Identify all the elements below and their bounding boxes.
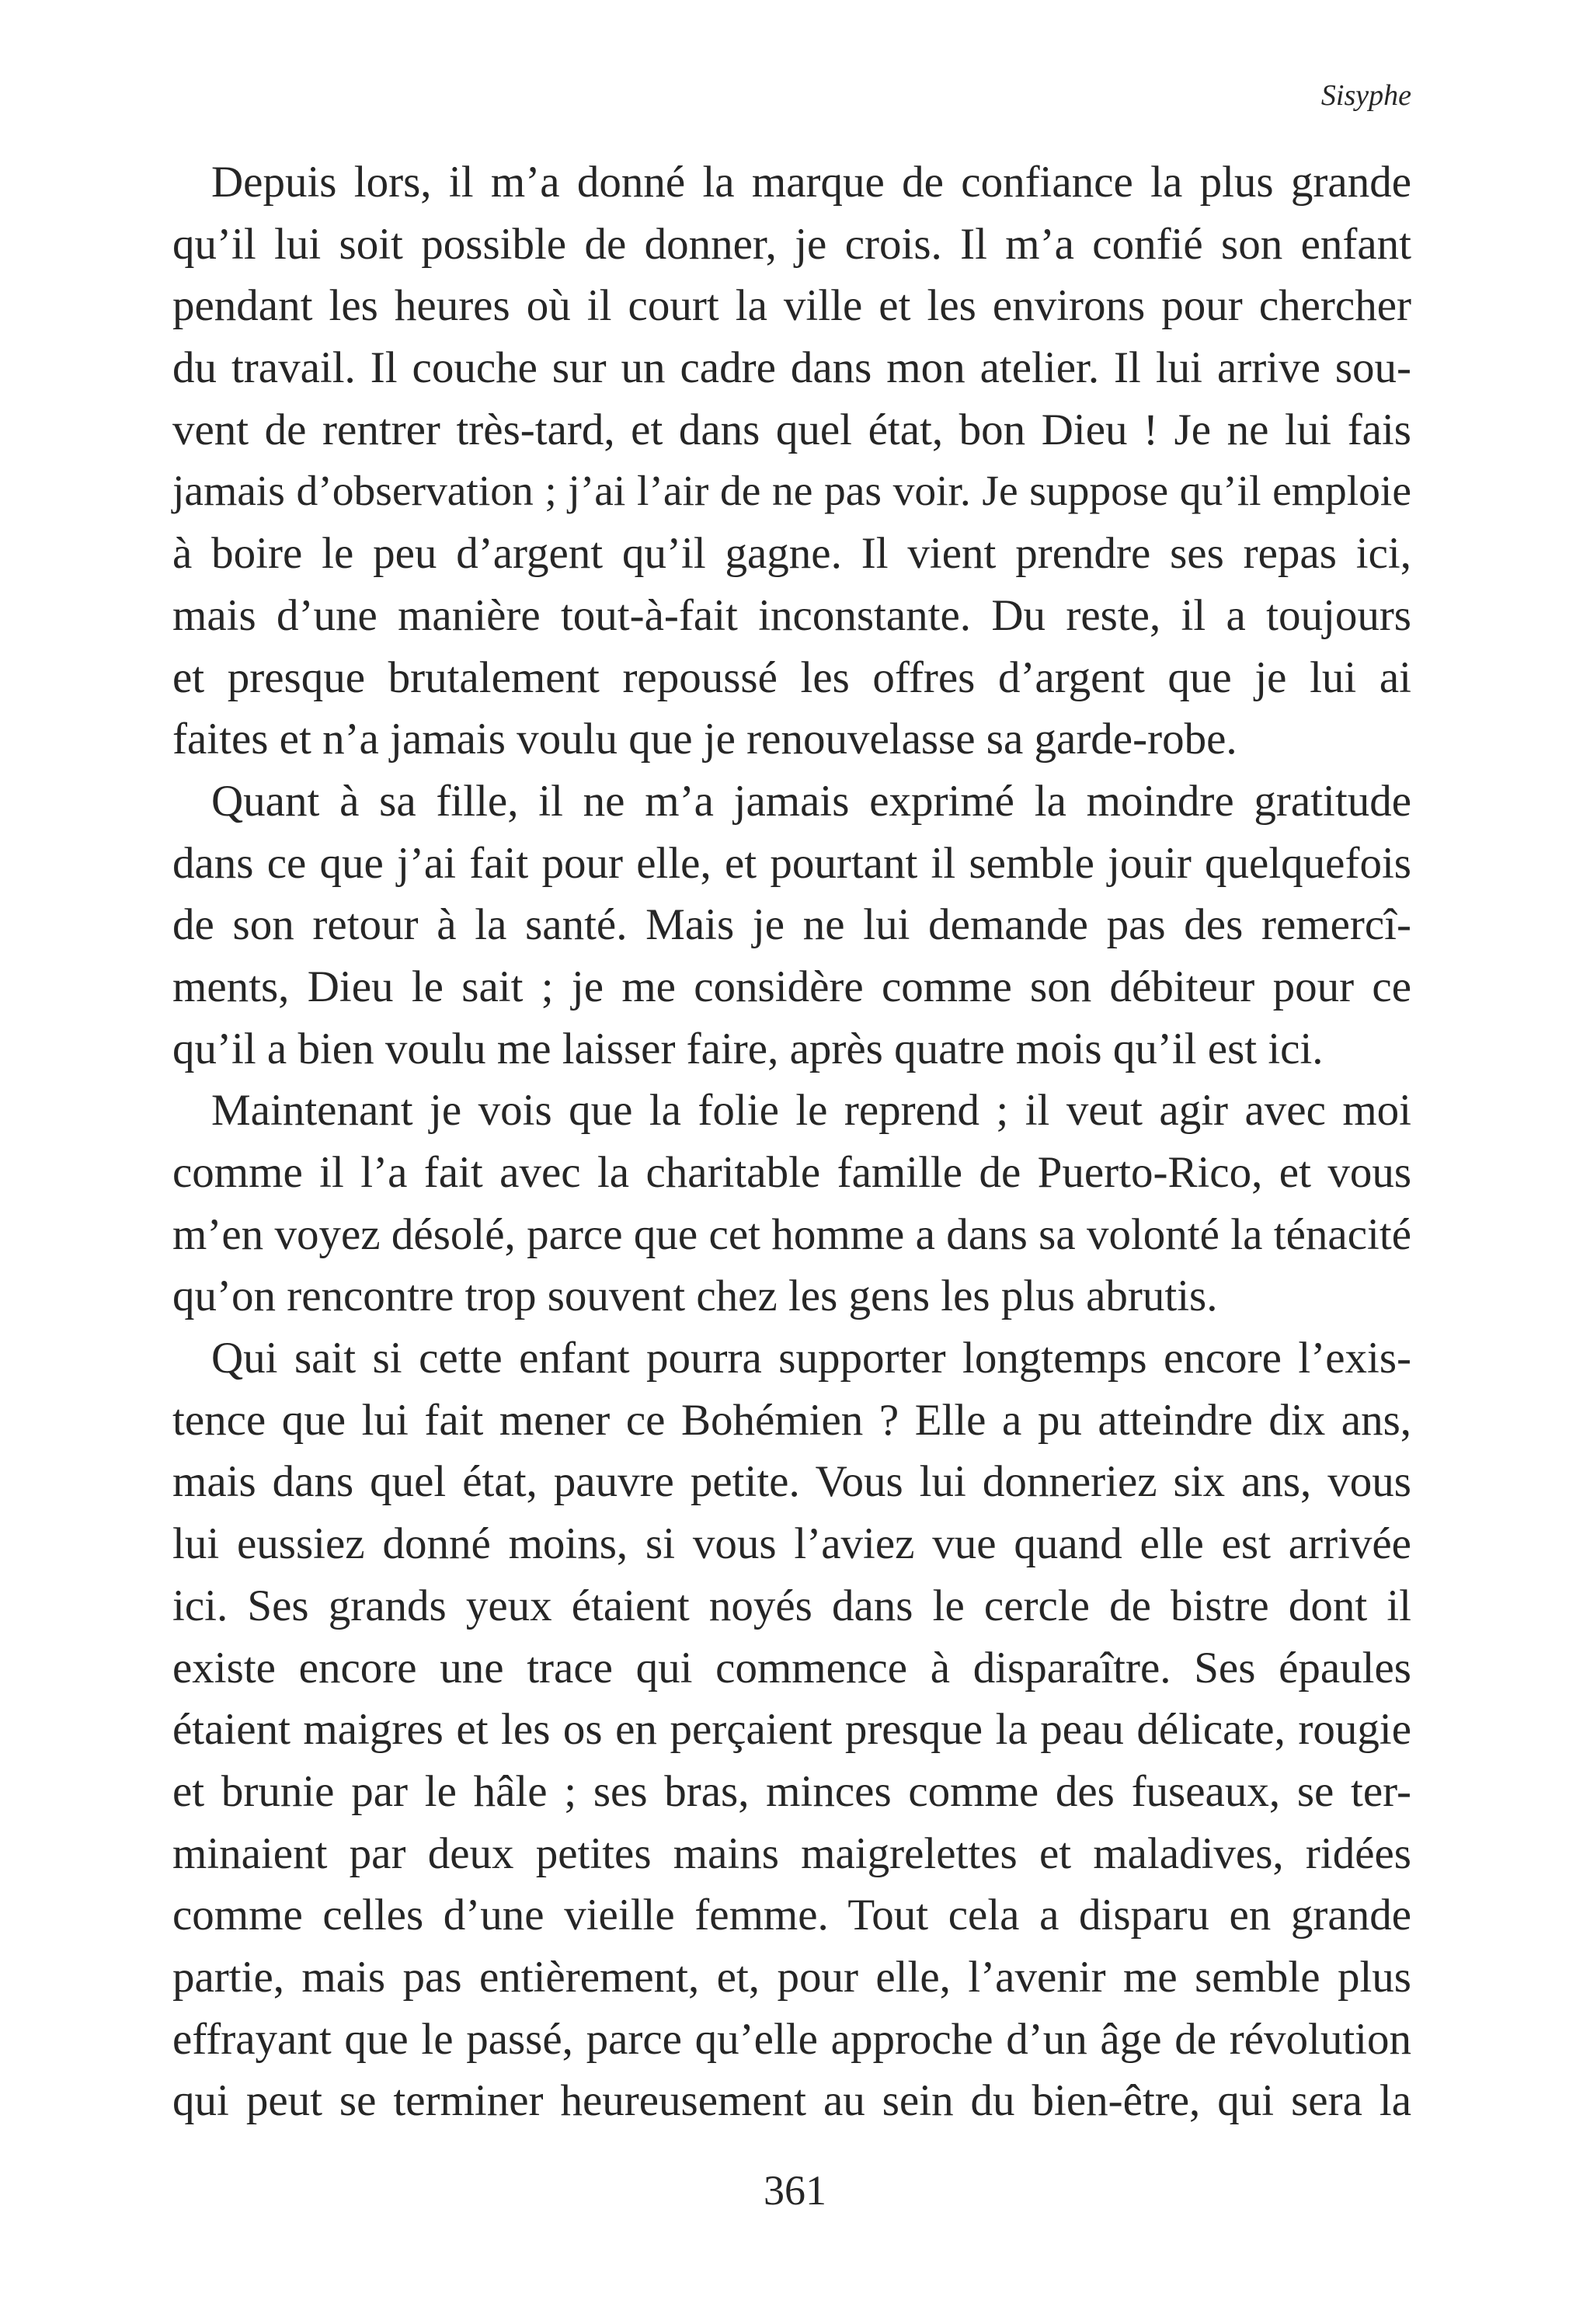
text-line: m’en voyez désolé, parce que cet homme a dans sa volonté la ténacité — [172, 1209, 1411, 1259]
text-line: effrayant que le passé, parce qu’elle approche d’un âge de révolution — [172, 2014, 1411, 2064]
text-line: mais dans quel état, pauvre petite. Vous lui donneriez six ans, vous — [172, 1457, 1411, 1507]
text-line: vent de rentrer très-tard, et dans quel état, bon Dieu ! Je ne lui fais — [172, 405, 1411, 454]
text-line: qui peut se terminer heureusement au sein du bien-être, qui sera la — [172, 2076, 1411, 2126]
text-line: existe encore une trace qui commence à disparaître. Ses épaules — [172, 1643, 1411, 1693]
text-line: pendant les heures où il court la ville et les environs pour chercher — [172, 281, 1411, 331]
text-line: du travail. Il couche sur un cadre dans mon atelier. Il lui arrive sou- — [172, 343, 1411, 393]
text-line: comme il l’a fait avec la charitable famille de Puerto-Rico, et vous — [172, 1148, 1411, 1197]
text-line: faites et n’a jamais voulu que je renouvelasse sa garde-robe. — [172, 715, 1237, 764]
page-number: 361 — [764, 2167, 826, 2214]
text-line: de son retour à la santé. Mais je ne lui demande pas des remercî- — [172, 900, 1411, 950]
text-line: et presque brutalement repoussé les offres d’argent que je lui ai — [172, 652, 1411, 702]
text-line: ments, Dieu le sait ; je me considère comme son débiteur pour ce — [172, 962, 1411, 1011]
paragraph-first-line: Maintenant je vois que la folie le reprend ; il veut agir avec moi — [211, 1086, 1411, 1136]
body-text — [172, 151, 1411, 2132]
running-header: Sisyphe — [1320, 79, 1411, 112]
text-line: comme celles d’une vieille femme. Tout cela a disparu en grande — [172, 1891, 1411, 1940]
text-line: minaient par deux petites mains maigrelettes et maladives, ridées — [172, 1828, 1411, 1878]
text-line: et brunie par le hâle ; ses bras, minces comme des fuseaux, se ter- — [172, 1766, 1411, 1816]
text-line: mais d’une manière tout-à-fait inconstante. Du reste, il a toujours — [172, 590, 1411, 640]
text-line: ici. Ses grands yeux étaient noyés dans le cercle de bistre dont il — [172, 1581, 1411, 1630]
paragraph-first-line: Depuis lors, il m’a donné la marque de confiance la plus grande — [211, 158, 1411, 207]
text-line: étaient maigres et les os en perçaient presque la peau délicate, rougie — [172, 1705, 1411, 1755]
text-line: dans ce que j’ai fait pour elle, et pourtant il semble jouir quelquefois — [172, 838, 1411, 888]
text-line: à boire le peu d’argent qu’il gagne. Il vient prendre ses repas ici, — [172, 529, 1411, 579]
text-line: qu’il a bien voulu me laisser faire, après quatre mois qu’il est ici. — [172, 1024, 1324, 1073]
text-line: lui eussiez donné moins, si vous l’aviez vue quand elle est arrivée — [172, 1519, 1411, 1569]
text-line: jamais d’observation ; j’ai l’air de ne pas voir. Je suppose qu’il emploie — [172, 468, 1411, 516]
paragraph-first-line: Quant à sa fille, il ne m’a jamais exprimé la moindre gratitude — [211, 776, 1411, 826]
paragraph-first-line: Qui sait si cette enfant pourra supporter longtemps encore l’exis- — [211, 1334, 1411, 1383]
text-line: qu’on rencontre trop souvent chez les gens les plus abrutis. — [172, 1272, 1218, 1321]
text-line: partie, mais pas entièrement, et, pour elle, l’avenir me semble plus — [172, 1952, 1411, 2002]
text-line: tence que lui fait mener ce Bohémien ? Elle a pu atteindre dix ans, — [172, 1395, 1411, 1445]
text-line: qu’il lui soit possible de donner, je crois. Il m’a confié son enfant — [172, 219, 1411, 269]
